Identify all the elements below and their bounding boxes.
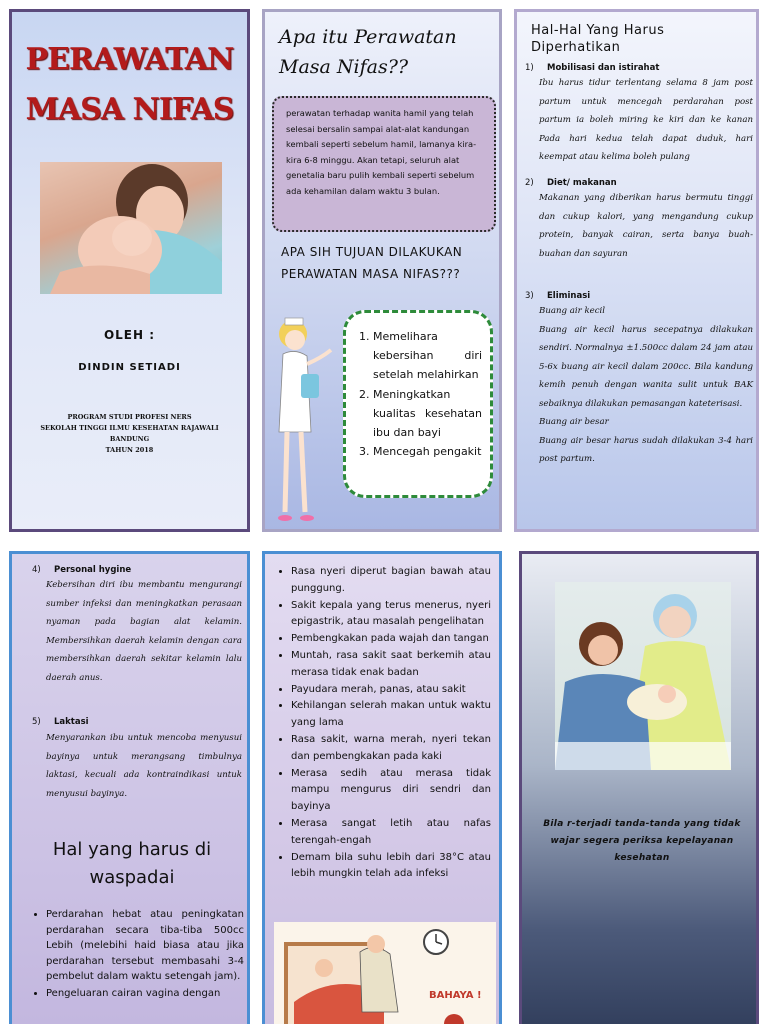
hygiene-panel	[9, 551, 250, 1024]
section-number: 5)	[32, 717, 41, 727]
definition-panel	[262, 9, 502, 532]
goal-item: 3. Mencegah pengakit	[373, 442, 482, 461]
section-title-laktasi	[32, 717, 89, 727]
institution-block	[20, 412, 239, 456]
warning-item: • Pembengkakan pada wajah dan tangan	[291, 631, 491, 648]
eliminasi-bak-label: Buang air kecil	[539, 306, 606, 316]
mother-nurse-photo	[555, 582, 731, 770]
cover-year: TAHUN 2018	[105, 446, 154, 454]
section-text-eliminasi	[539, 302, 753, 469]
warning-list-right	[277, 564, 491, 883]
mother-nurse-illustration	[555, 582, 731, 770]
author-name: DINDIN SETIADI	[78, 362, 181, 373]
warning-item: • Sakit kepala yang terus menerus, nyeri epigastrik, atau masalah pengelihatan	[291, 598, 491, 632]
attention-panel	[514, 9, 759, 532]
eliminasi-bab-text: Buang air besar harus sudah dilakukan 3-4 hari post partum.	[539, 435, 753, 464]
cover-title-line1: PERAWATAN	[25, 42, 234, 77]
mother-baby-photo	[40, 162, 222, 294]
definition-box: perawatan terhadap wanita hamil yang telah selesai bersalin sampai alat-alat kandungan kembali seperti sebelum hamil, lamanya kira-kira 6-8 minggu. Akan tetapi, seluruh alat genetalia baru pulih kembali seperti sebelum ada kehamilan dalam waktu 3 bulan.	[272, 96, 496, 232]
section-title-eliminasi	[525, 291, 590, 301]
warning-item: • Merasa sangat letih atau nafas terengah-engah	[291, 816, 491, 850]
warning-heading: Hal yang harus di waspadai	[52, 839, 212, 888]
author-label: OLEH :	[103, 328, 156, 342]
section-text-mobilisasi: Ibu harus tidur terlentang selama 8 jam post partum untuk mencegah perdarahan post partum ia boleh miring ke kiri dan ke kanan Pada hari kedua telah dapat duduk, hari keempat atau kelima boleh pulang	[539, 78, 753, 162]
eliminasi-bab-label: Buang air besar	[539, 417, 609, 427]
warning-item: • Merasa sedih atau merasa tidak mampu mengurus diri sendri dan bayinya	[291, 766, 491, 816]
cover-title-line2: MASA NIFAS	[25, 92, 234, 127]
eliminasi-bak-text: Buang air kecil harus secepatnya dilakukan sendiri. Normalnya ±1.500cc dalam 24 jam atau 5-6x buang air kecil dalam 200cc. Bila kandung kemih penuh dengan wanita sulit untuk BAK sebaiknya dilakukan pemasangan kateterisasi.	[539, 324, 753, 409]
school-name: SEKOLAH TINGGI ILMU KESEHATAN RAJAWALI BANDUNG	[40, 424, 219, 443]
goals-heading: APA SIH TUJUAN DILAKUKAN PERAWATAN MASA NIFAS???	[281, 245, 463, 281]
section-number: 2)	[525, 178, 534, 188]
closing-note: Bila r-terjadi tanda-tanda yang tidak wajar segera periksa kepelayanan kesehatan	[543, 819, 741, 863]
definition-heading: Apa itu Perawatan Masa Nifas??	[279, 26, 457, 78]
mother-baby-illustration	[40, 162, 222, 294]
goal-item: 2. Meningkatkan kualitas kesehatan ibu dan bayi	[373, 385, 482, 443]
goals-box	[343, 310, 493, 498]
warning-item: • Perdarahan hebat atau peningkatan perdarahan secara tiba-tiba 500cc Lebih (melebihi haid biasa atau jika perdarahan tersebut membasahi 3-4 pembelut dalam waktu setengah jam).	[46, 907, 244, 985]
nurse-illustration	[271, 312, 341, 532]
warning-item: • Kehilangan selerah makan untuk waktu yang lama	[291, 698, 491, 732]
warning-list-left	[30, 907, 244, 1002]
section-title-text: Diet/ makanan	[547, 178, 617, 188]
section-title-hygiene	[32, 565, 131, 575]
warning-panel	[262, 551, 502, 1024]
section-text-diet: Makanan yang diberikan harus bermutu tinggi dan cukup kalori, yang mengandung cukup protein, banyak cairan, serta banya buah-buahan dan sayuran	[539, 193, 753, 259]
warning-item: • Payudara merah, panas, atau sakit	[291, 682, 491, 699]
section-title-mobilisasi	[525, 63, 659, 73]
goal-item: 1. Memelihara kebersihan diri setelah melahirkan	[373, 327, 482, 385]
danger-label: BAHAYA !	[429, 990, 482, 1001]
closing-panel	[519, 551, 759, 1024]
sick-mother-illustration	[274, 922, 496, 1024]
program-name: PROGRAM STUDI PROFESI NERS	[67, 413, 192, 421]
section-text-laktasi: Menyarankan ibu untuk mencoba menyusui bayinya untuk merangsang timbulnya laktasi, kecuali ada kontraindikasi untuk menyusui bayinya.	[46, 733, 242, 799]
warning-item: • Rasa sakit, warna merah, nyeri tekan dan pembengkakan pada kaki	[291, 732, 491, 766]
section-number: 3)	[525, 291, 534, 301]
section-title-text: Mobilisasi dan istirahat	[547, 63, 660, 73]
warning-item: • Muntah, rasa sakit saat berkemih atau merasa tidak enak badan	[291, 648, 491, 682]
danger-illustration	[274, 922, 496, 1024]
warning-item: • Rasa nyeri diperut bagian bawah atau punggung.	[291, 564, 491, 598]
section-title-diet	[525, 178, 617, 188]
section-title-text: Personal hygine	[54, 565, 132, 575]
section-title-text: Laktasi	[54, 717, 89, 727]
section-number: 1)	[525, 63, 534, 73]
section-number: 4)	[32, 565, 41, 575]
goals-list	[356, 327, 482, 461]
warning-item: • Pengeluaran cairan vagina dengan	[46, 986, 244, 1002]
cover-panel	[9, 9, 250, 532]
section-title-text: Eliminasi	[547, 291, 591, 301]
section-text-hygiene: Kebersihan diri ibu membantu mengurangi sumber infeksi dan meningkatkan perasaan nyaman pada bagian alat kelamin. Membersihkan daerah kelamin dengan cara membersihkan daerah sekitar kelamin lalu daerah anus.	[46, 580, 242, 683]
warning-item: • Demam bila suhu lebih dari 38°C atau lebih mungkin telah ada infeksi	[291, 850, 491, 884]
attention-heading: Hal-Hal Yang Harus Diperhatikan	[531, 23, 665, 55]
